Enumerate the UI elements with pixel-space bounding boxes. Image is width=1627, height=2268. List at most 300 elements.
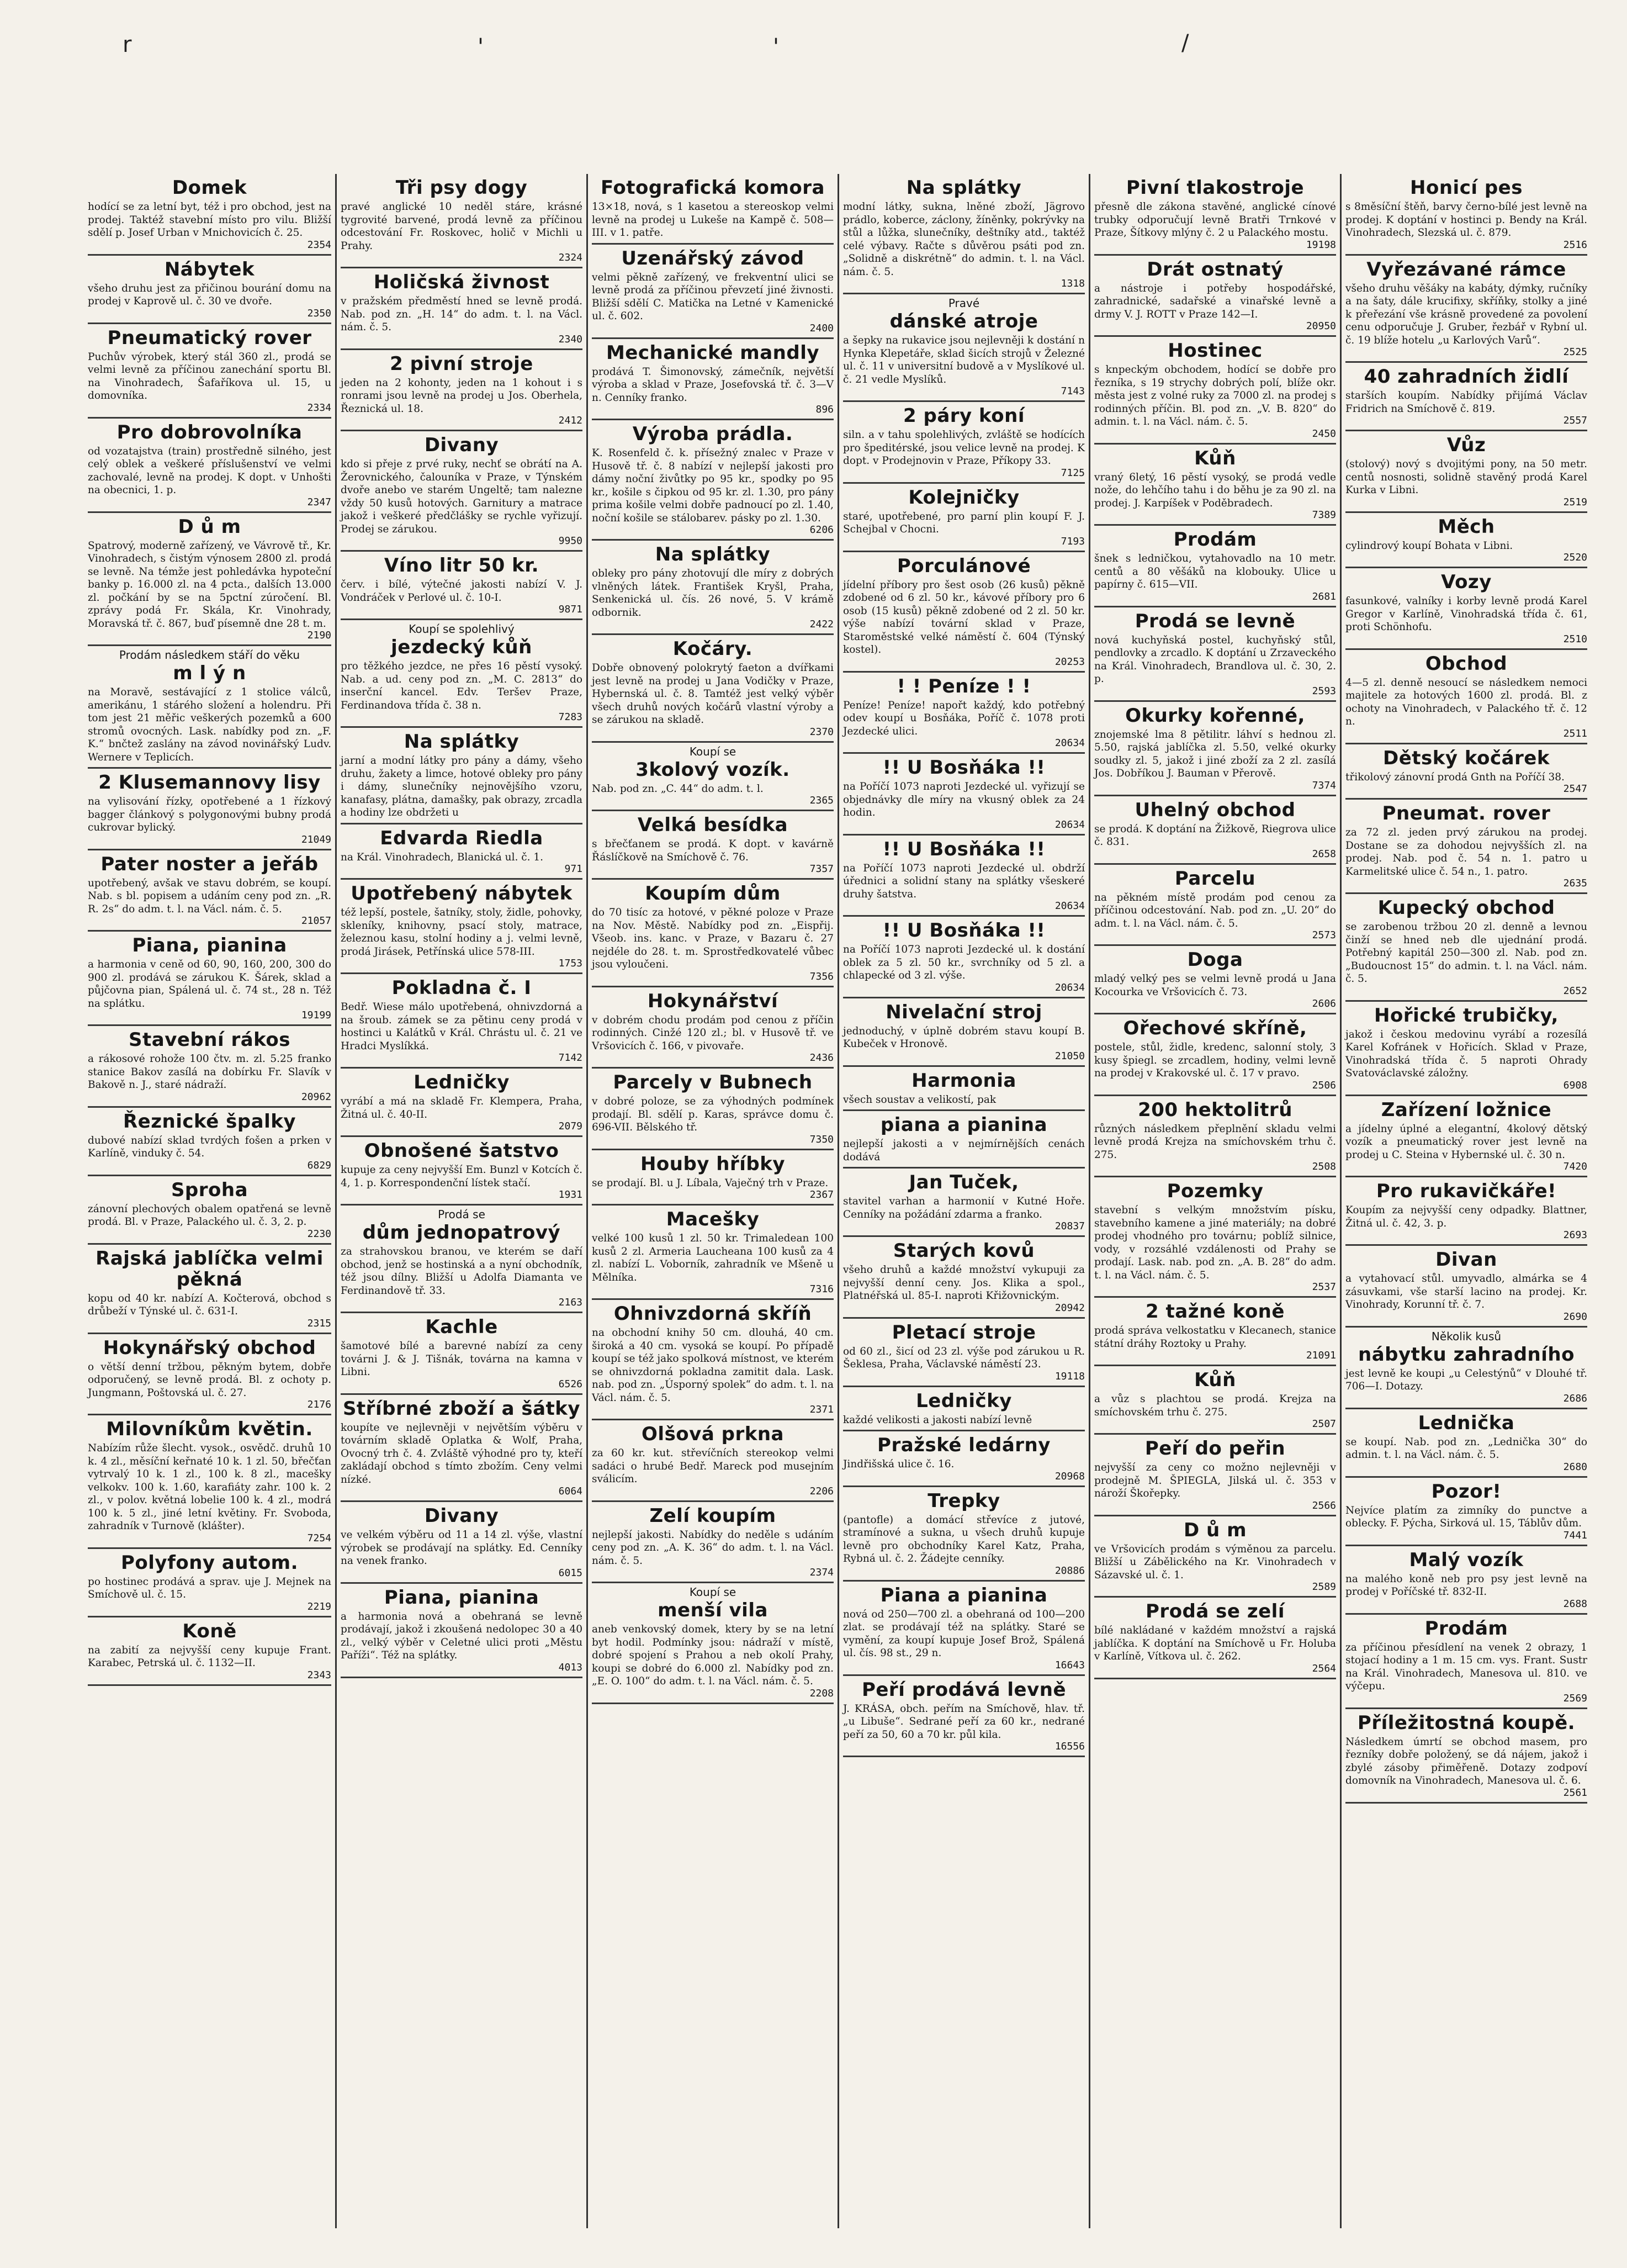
ad-number: 21091 bbox=[1306, 1350, 1336, 1361]
ad-headline: 40 zahradních židlí bbox=[1364, 366, 1569, 388]
ad-headline: Na splátky bbox=[404, 731, 520, 753]
classified-ad bbox=[341, 1313, 582, 1395]
ad-body: bílé nakládané v každém množství a rajská jablíčka. K doptání na Smíchově u Fr. Holuba v Karlíně, Vítkova ul. č. 262. bbox=[1094, 1625, 1336, 1662]
ad-body: upotřebený, avšak ve stavu dobrém, se koupí. Nab. s bl. popisem a udáním ceny pod zn. „R. R. 2s“ do adm. t. l. na Václ. nám. č. 5. bbox=[88, 877, 331, 915]
classified-ad bbox=[843, 917, 1085, 998]
ad-body: nová kuchyňská postel, kuchyňský stůl, pendlovky a zrcadlo. K doptání u Zrzaveckého na Král. Vinohradech, Brandlova ul. č. 30, 2. p. bbox=[1094, 634, 1336, 685]
ad-headline: Harmonia bbox=[911, 1069, 1016, 1092]
classified-ad bbox=[1345, 1409, 1587, 1478]
ad-body: se prodá. K doptání na Žižkově, Riegrova ulice č. 831. bbox=[1094, 823, 1336, 848]
classified-ad bbox=[341, 268, 582, 350]
ad-body: a vytahovací stůl. umyvadlo, almárka se 4 zásuvkami, vše starší lacino na prodej. Kr. Vinohrady, Korunní tř. č. 7. bbox=[1345, 1273, 1587, 1310]
ad-kicker: Několik kusů bbox=[1431, 1329, 1502, 1343]
ad-body: na Moravě, sestávající z 1 stolice válců, amerikánu, 1 stárého složení a holendru. Při tom jest 21 měřic veškerých pozemků a 600 stromů ovocných. Lask. nabídky pod zn. „F. K.“ bnčtež zaslány na závod novinářský Ludv. Wernere v Teplicích. bbox=[88, 686, 331, 763]
classified-ad bbox=[1094, 526, 1336, 607]
classified-ad bbox=[1094, 445, 1336, 526]
ad-number: 2652 bbox=[1563, 985, 1587, 997]
ad-headline: dánské atroje bbox=[889, 310, 1038, 332]
ad-body: na malého koně neb pro psy jest levně na prodej v Poříčské tř. 832-II. bbox=[1345, 1573, 1587, 1598]
ad-body: velmi pěkně zařízený, ve frekventní ulici se levně prodá za příčinou převzetí jiné živnosti. Bližší sdělí C. Matička na Letné v Kamenické ul. č. 602. bbox=[592, 271, 834, 322]
ad-headline: Tři psy dogy bbox=[395, 177, 528, 199]
ad-body: zánovní plechových obalem opatřená se levně prodá. Bl. v Praze, Palackého ul. č. 3, 2. p. bbox=[88, 1203, 331, 1228]
ad-number: 2658 bbox=[1312, 848, 1336, 860]
ad-body: Nejvíce platím za zimníky do punctve a oblecky. F. Pýcha, Sirková ul. 15, Táblův dům. bbox=[1345, 1504, 1587, 1529]
ad-body: a šepky na rukavice jsou nejlevněji k dostání n Hynka Klepetáře, sklad šicích strojů v Železné ul. č. 11 v universitní budově a v Myslíkové ul. č. 21 vedle Myslíků. bbox=[843, 335, 1085, 385]
ad-headline: Na splátky bbox=[655, 543, 771, 565]
ad-number: 19199 bbox=[301, 1009, 331, 1021]
classified-ad bbox=[341, 620, 582, 728]
classified-ad bbox=[341, 174, 582, 268]
ad-number: 1753 bbox=[558, 958, 582, 969]
ad-number: 9950 bbox=[558, 535, 582, 547]
ad-body: Koupím za nejvyšší ceny odpadky. Blattner, Žitná ul. č. 42, 3. p. bbox=[1345, 1204, 1587, 1229]
ad-headline: Na splátky bbox=[906, 177, 1022, 199]
ad-body: různých následkem přeplnění skladu velmi levně prodá Krejza na smíchovském trhu č. 275. bbox=[1094, 1123, 1336, 1161]
ad-number: 2343 bbox=[307, 1669, 331, 1681]
ad-headline: Peří do peřin bbox=[1144, 1437, 1286, 1460]
ad-body: koupíte ve nejlevněji v největším výběru v továrním skladě Oplatka & Wolf, Praha, Ovocný trh č. 4. Zvláště výhodné pro ty, kteří zakládají obchod s tímto zbožím. Ceny velmi nízké. bbox=[341, 1421, 582, 1485]
classified-ad bbox=[592, 1150, 834, 1206]
ad-body: na Král. Vinohradech, Blanická ul. č. 1. bbox=[341, 851, 544, 863]
ad-body: fasunkové, valníky i korby levně prodá Karel Gregor v Karlíně, Vinohradská třída č. 61, proti Schönhofu. bbox=[1345, 595, 1587, 633]
ad-headline: Divany bbox=[424, 434, 499, 456]
classified-ad bbox=[843, 1431, 1085, 1487]
ad-headline: Parcelu bbox=[1174, 867, 1256, 890]
ad-number: 2593 bbox=[1312, 685, 1336, 697]
ad-headline: Víno litr 50 kr. bbox=[384, 554, 539, 577]
ad-headline: Kůň bbox=[1194, 1369, 1236, 1391]
ad-number: 1931 bbox=[558, 1189, 582, 1201]
ad-headline: Dětský kočárek bbox=[1383, 747, 1550, 769]
ad-body: dubové nabízí sklad tvrdých fošen a prken v Karlíně, vinduky č. 54. bbox=[88, 1134, 331, 1159]
classified-ad bbox=[843, 673, 1085, 754]
ad-body: též lepší, postele, šatníky, stoly, židle, pohovky, skleníky, knihovny, psací stoly, matrace, železnou kasu, stolní hodiny a j. velmi levně, prodá Jirásek, Petřínská ulice 578-III. bbox=[341, 907, 582, 958]
ad-number: 2371 bbox=[809, 1404, 834, 1415]
classified-ad bbox=[341, 1069, 582, 1137]
classified-ad bbox=[1345, 800, 1587, 894]
ad-headline: Vyřezávané rámce bbox=[1366, 258, 1566, 281]
ad-headline: !! U Bosňáka !! bbox=[882, 919, 1046, 942]
ad-number: 2219 bbox=[307, 1600, 331, 1613]
ad-number: 2436 bbox=[809, 1052, 834, 1064]
ad-headline: jezdecký kůň bbox=[391, 636, 532, 658]
classified-ad bbox=[843, 1319, 1085, 1387]
ad-body: pravé anglické 10 neděl stáre, krásné tygrovité barvené, prodá levně za příčinou odcestování Fr. Roskovec, holič v Michli u Prahy. bbox=[341, 201, 582, 252]
ad-body: v pražském předměstí hned se levně prodá. Nab. pod zn. „H. 14“ do adm. t. l. na Václ. nám. č. 5. bbox=[341, 295, 582, 333]
ad-number: 20634 bbox=[1054, 981, 1085, 993]
classified-ad bbox=[1094, 1516, 1336, 1598]
ad-number: 2230 bbox=[307, 1228, 331, 1240]
classified-ad bbox=[843, 174, 1085, 294]
ad-body: s břečťanem se prodá. K dopt. v kavárně Řáslíčkově na Smíchově č. 76. bbox=[592, 838, 834, 863]
ad-body: modní látky, sukna, lněné zboží, Jägrovo prádlo, koberce, záclony, žíněnky, pokrývky na stůl a lůžka, slunečníky, deštníky atd., taktéž celé výbavy. Račte s důvěrou psáti pod zn. „Solidně a diskrétně“ do admin. t. l. na Václ. nám. č. 5. bbox=[843, 201, 1085, 278]
ad-number: 2079 bbox=[558, 1120, 582, 1132]
ad-headline: Měch bbox=[1438, 515, 1495, 538]
classified-ad bbox=[1094, 607, 1336, 702]
ad-headline: 2 tažné koně bbox=[1146, 1300, 1285, 1323]
ad-headline: Koupím dům bbox=[645, 882, 781, 905]
ad-number: 2163 bbox=[558, 1297, 582, 1308]
classifieds-section bbox=[84, 174, 1591, 2228]
classified-ad bbox=[592, 1069, 834, 1150]
ad-headline: Zelí koupím bbox=[649, 1504, 776, 1527]
classified-ad bbox=[1345, 568, 1587, 650]
ad-headline: Porculánové bbox=[897, 554, 1031, 577]
ad-body: všeho druhů a každé množství vykupuji za nejvyšší denní ceny. Jos. Klika a spol., Platnéřská ul. 85-I. naproti Křižovnickým. bbox=[843, 1264, 1085, 1302]
ad-body: jídelní příbory pro šest osob (26 kusů) pěkně zdobené od 6 zl. 50 kr., kávové příbory pro 6 osob (15 kusů) pěkně zdobené od 2 zl. 50 kr. výše nabízí tovární sklad v Praze, Staroměstské velké náměstí č. 604 (Týnský kostel). bbox=[843, 579, 1085, 655]
ad-number: 7254 bbox=[307, 1532, 331, 1544]
ad-body: (stolový) nový s dvojitými pony, na 50 metr. centů nosnosti, solidně stavěný prodá Karel Kurka v Libni. bbox=[1345, 458, 1587, 496]
ad-body: hodící se za letní byt, též i pro obchod, jest na prodej. Taktéž stavební místo pro vilu. Bližší sdělí p. Josef Urban v Mnichovicích č. 25. bbox=[88, 201, 331, 239]
ad-headline: Hořické trubičky, bbox=[1374, 1004, 1559, 1027]
classified-ad bbox=[843, 402, 1085, 484]
ad-number: 2206 bbox=[809, 1485, 834, 1497]
ad-headline: Obnošené šatstvo bbox=[364, 1140, 559, 1162]
classified-ad bbox=[88, 1108, 331, 1176]
ad-body: vraný 6letý, 16 pěstí vysoký, se prodá vedle nože, do lehčího tahu i do běhu je za 90 zl. na prodej. J. Karpíšek v Poděbradech. bbox=[1094, 471, 1336, 509]
ad-headline: Pneumat. rover bbox=[1382, 802, 1551, 824]
ad-kicker: Prodám následkem stáří do věku bbox=[119, 648, 300, 662]
ad-headline: Vozy bbox=[1441, 571, 1492, 593]
ad-number: 19118 bbox=[1054, 1370, 1085, 1382]
ad-body: cylindrový koupí Bohata v Libni. bbox=[1345, 540, 1513, 552]
ad-number: 2412 bbox=[558, 415, 582, 426]
ad-headline: Piana, pianina bbox=[132, 934, 287, 956]
classified-ad bbox=[592, 635, 834, 743]
ad-number: 4013 bbox=[558, 1661, 582, 1673]
ad-headline: Pivní tlakostroje bbox=[1126, 177, 1305, 199]
ad-headline: Milovníkům květin. bbox=[106, 1418, 313, 1440]
ad-number: 2508 bbox=[1312, 1161, 1336, 1172]
ad-number: 21050 bbox=[1054, 1050, 1085, 1062]
classified-ad bbox=[1345, 744, 1587, 800]
ad-number: 2516 bbox=[1563, 239, 1587, 251]
ad-body: nová od 250—700 zl. a obehraná od 100—200 zlat. se prodávají též na splátky. Staré se vymění, za koupí kupuje Josef Brož, Spálená ul. čís. 98 st., 29 n. bbox=[843, 1608, 1085, 1659]
classified-ad bbox=[592, 1300, 834, 1420]
ad-number: 2525 bbox=[1563, 346, 1587, 358]
ad-headline: Starých kovů bbox=[893, 1240, 1035, 1262]
ad-number: 20886 bbox=[1054, 1564, 1085, 1577]
ad-headline: Malý vozík bbox=[1409, 1548, 1524, 1571]
ad-number: 2374 bbox=[809, 1567, 834, 1578]
classified-ad bbox=[88, 174, 331, 256]
ad-body: Nab. pod zn. „C. 44“ do adm. t. l. bbox=[592, 783, 764, 795]
ad-body: přesně dle zákona stavěné, anglické cínové trubky odporučují levně Bratři Trnkové v Praze, Šítkovy mlýny č. 2 u Palackého mostu. bbox=[1094, 201, 1336, 239]
ad-body: šnek s ledničkou, vytahovadlo na 10 metr. centů a 80 věšáků na klobouky. Ulice u papírny č. 615—VII. bbox=[1094, 553, 1336, 590]
ad-body: se prodají. Bl. u J. Líbala, Vaječný trh v Praze. bbox=[592, 1177, 829, 1189]
ad-headline: Uhelný obchod bbox=[1135, 799, 1296, 821]
ad-kicker: Koupí se bbox=[689, 744, 736, 758]
classified-ad bbox=[88, 1415, 331, 1549]
classified-ad bbox=[843, 1237, 1085, 1319]
classified-ad bbox=[88, 932, 331, 1026]
ad-number: 2400 bbox=[809, 322, 834, 334]
classified-ad bbox=[1094, 1366, 1336, 1435]
ad-column-1 bbox=[84, 174, 335, 2228]
ad-headline: Pro rukavičkáře! bbox=[1376, 1180, 1557, 1202]
classified-ad bbox=[341, 974, 582, 1069]
ad-body: šamotové bílé a barevné nabízí za ceny továrni J. & J. Tišnák, továrna na kamna v Libni. bbox=[341, 1340, 582, 1378]
ad-number: 7316 bbox=[809, 1283, 834, 1295]
ad-headline: 200 hektolitrů bbox=[1138, 1098, 1292, 1121]
ad-body: na obchodní knihy 50 cm. dlouhá, 40 cm. široká a 40 cm. vysoká se koupí. Po případě koupí se též jako spolková místnost, ve kterém se ohnivzdorná pokladna zamitit dala. Lask. nab. pod zn. „Úsporný spolek“ do adm. t. l. na Václ. nám. č. 5. bbox=[592, 1327, 834, 1404]
ad-number: 2681 bbox=[1312, 590, 1336, 602]
ad-body: jednoduchý, v úplně dobrém stavu koupí B. Kubeček v Hronově. bbox=[843, 1025, 1085, 1050]
ad-number: 971 bbox=[564, 863, 582, 875]
classified-ad bbox=[1345, 1709, 1587, 1804]
ad-kicker: Prodá se bbox=[438, 1208, 485, 1221]
ad-number: 20968 bbox=[1054, 1470, 1085, 1482]
ad-number: 21049 bbox=[301, 833, 331, 845]
ad-headline: Piana a pianina bbox=[880, 1584, 1048, 1606]
ad-number: 2208 bbox=[809, 1687, 834, 1699]
page-mark: r bbox=[123, 32, 132, 57]
ad-number: 6015 bbox=[558, 1567, 582, 1579]
ad-number: 2365 bbox=[809, 795, 834, 806]
ad-headline: Velká besídka bbox=[637, 814, 788, 836]
ad-number: 20837 bbox=[1054, 1220, 1085, 1232]
classified-ad bbox=[1345, 894, 1587, 1002]
classified-ad bbox=[843, 1111, 1085, 1169]
ad-headline: Příležitostná koupě. bbox=[1357, 1711, 1576, 1734]
classified-ad bbox=[1345, 650, 1587, 744]
classified-ad bbox=[341, 1502, 582, 1584]
classified-ad bbox=[1345, 1002, 1587, 1096]
ad-number: 19198 bbox=[1306, 239, 1336, 251]
classified-ad bbox=[843, 484, 1085, 552]
ad-body: všeho druhu věšáky na kabáty, dýmky, ručníky a na šaty, dále krucifixy, skříňky, stolky a jiné k přeřezání vše krásně provedené za povolení cenu odporučuje J. Gruber, řezbář v Rybní ul. č. 19 blíže hotelu „u Karlových Varů“. bbox=[1345, 282, 1587, 346]
classified-ad bbox=[341, 1137, 582, 1206]
ad-body: se koupí. Nab. pod zn. „Lednička 30“ do admin. t. l. na Václ. nám. č. 5. bbox=[1345, 1436, 1587, 1461]
ad-body: stavební s velkým množstvím písku, stavebního kamene a jiné materiály; na dobré prodej vhodného pro továrnu; poblíž silnice, vody, v rozsáhlé vzdálenosti od Prahy se prodají. Lask. nab. pod zn. „A. B. 28“ do adm. t. l. na Václ. nám. č. 5. bbox=[1094, 1204, 1336, 1281]
ad-body: kupuje za ceny nejvyšší Em. Bunzl v Kotcích č. 4, 1. p. Korrespondenční lístek stačí. bbox=[341, 1164, 582, 1189]
classified-ad bbox=[88, 1617, 331, 1686]
ad-headline: Pneumatický rover bbox=[107, 326, 312, 349]
ad-body: kopu od 40 kr. nabízí A. Kočterová, obchod s drůbeží v Týnské ul. č. 631-I. bbox=[88, 1292, 331, 1317]
ad-headline: Pletací stroje bbox=[892, 1321, 1036, 1344]
ad-body: červ. i bílé, výtečné jakosti nabízí V. J. Vondráček v Perlové ul. č. 10-I. bbox=[341, 579, 582, 604]
ad-headline: Upotřebený nábytek bbox=[351, 882, 573, 905]
ad-body: jest levně ke koupi „u Celestýnů“ v Dlouhé tř. 706—I. Dotazy. bbox=[1345, 1367, 1587, 1392]
classified-ad bbox=[1094, 1435, 1336, 1516]
ad-headline: !! U Bosňáka !! bbox=[882, 757, 1046, 779]
ad-body: Bedř. Wiese málo upotřebená, ohnivzdorná a na šroub. zámek se za pětinu ceny prodá v hostinci u Kalátků v Král. Chrástu ul. č. 21 ve Hradci Myslíkká. bbox=[341, 1001, 582, 1052]
ad-headline: Drát ostnatý bbox=[1147, 258, 1284, 281]
ad-body: za 72 zl. jeden prvý zárukou na prodej. Dostane se za dohodou nejvyšších zl. na prodej. Nab. pod č. 54 n. 1. patro u Karmelitské ulice č. 54 n., 1. patro. bbox=[1345, 827, 1587, 877]
ad-number: 896 bbox=[815, 404, 834, 415]
ad-column-3 bbox=[586, 174, 838, 2228]
ad-number: 16643 bbox=[1054, 1659, 1085, 1671]
ad-number: 7356 bbox=[809, 970, 834, 982]
classified-ad bbox=[88, 1549, 331, 1617]
classified-ad bbox=[592, 880, 834, 987]
classified-ad bbox=[592, 245, 834, 339]
classified-ad bbox=[1345, 1546, 1587, 1615]
classified-ad bbox=[88, 1026, 331, 1108]
classified-ad bbox=[1094, 1298, 1336, 1366]
ad-column-4 bbox=[838, 174, 1089, 2228]
ad-number: 6526 bbox=[558, 1378, 582, 1390]
ad-kicker: Koupí se bbox=[689, 1585, 736, 1599]
classified-ad bbox=[341, 1395, 582, 1503]
ad-headline: Prodám bbox=[1424, 1617, 1508, 1640]
ad-headline: Vůz bbox=[1446, 434, 1486, 456]
ad-headline: Ledničky bbox=[414, 1071, 510, 1093]
ad-headline: D ů m bbox=[178, 515, 241, 538]
ad-number: 2686 bbox=[1563, 1392, 1587, 1404]
ad-column-5 bbox=[1089, 174, 1340, 2228]
ad-body: Následkem úmrtí se obchod masem, pro řezníky dobře položený, se dá nájem, jakož i zbylé zásoby přiměřeně. Dotazy zodpoví domovník na Vinohradech, Manesova ul. č. 6. bbox=[1345, 1736, 1587, 1786]
ad-body: nejvyšší za ceny co možno nejlevněji v prodejně M. ŠPIEGLA, Jilská ul. č. 353 v nároží Škořepky. bbox=[1094, 1462, 1336, 1499]
classified-ad bbox=[88, 1245, 331, 1334]
classified-ad bbox=[88, 324, 331, 419]
ad-headline: Uzenářský závod bbox=[621, 247, 804, 269]
ad-number: 7142 bbox=[558, 1052, 582, 1064]
ad-number: 21057 bbox=[301, 915, 331, 927]
ad-number: 2367 bbox=[809, 1189, 834, 1201]
classified-ad bbox=[592, 1420, 834, 1502]
ad-headline: Peří prodává levně bbox=[861, 1678, 1067, 1701]
classified-ad bbox=[843, 1169, 1085, 1237]
classified-ad bbox=[88, 850, 331, 932]
ad-number: 7389 bbox=[1312, 509, 1336, 521]
ad-headline: 2 pivní stroje bbox=[390, 352, 533, 375]
classified-ad bbox=[843, 1067, 1085, 1112]
ad-headline: Pro dobrovolníka bbox=[116, 421, 303, 443]
classified-ad bbox=[843, 1487, 1085, 1582]
ad-number: 2589 bbox=[1312, 1581, 1336, 1593]
ad-number: 2693 bbox=[1563, 1229, 1587, 1241]
classified-ad bbox=[592, 1502, 834, 1584]
ad-body: pro těžkého jezdce, ne přes 16 pěstí vysoký. Nab. a ud. ceny pod zn. „M. C. 2813“ do inserční kancel. Edv. Teršev Praze, Ferdinandova třída č. 38 n. bbox=[341, 660, 582, 711]
ad-headline: Trepky bbox=[928, 1489, 1000, 1512]
ad-number: 20634 bbox=[1054, 900, 1085, 912]
ad-body: starších koupím. Nabídky přijímá Václav Fridrich na Smíchově č. 819. bbox=[1345, 390, 1587, 415]
ad-headline: Pozemky bbox=[1167, 1180, 1264, 1202]
classified-ad bbox=[592, 541, 834, 635]
ad-headline: Prodá se zelí bbox=[1146, 1600, 1285, 1622]
ad-headline: piana a pianina bbox=[880, 1114, 1048, 1136]
ad-body: a jídelny úplné a elegantní, 4kolový dětský vozík a pneumatický rover jest levně na prodej u C. Steina v Hybernské ul. č. 30 n. bbox=[1345, 1123, 1587, 1161]
ad-headline: Nivelační stroj bbox=[886, 1001, 1042, 1023]
ad-number: 2564 bbox=[1312, 1662, 1336, 1674]
ad-number: 7441 bbox=[1563, 1529, 1587, 1541]
classified-ad bbox=[1094, 337, 1336, 445]
ad-headline: Macešky bbox=[666, 1208, 760, 1230]
ad-kicker: Pravé bbox=[948, 297, 980, 310]
ad-number: 2340 bbox=[558, 333, 582, 345]
classified-ad bbox=[1094, 796, 1336, 865]
ad-headline: Fotografická komora bbox=[601, 177, 825, 199]
ad-number: 20253 bbox=[1054, 655, 1085, 668]
ad-body: stavitel varhan a harmonií v Kutné Hoře. Cenníky na požádání zdarma a franko. bbox=[843, 1196, 1085, 1220]
classified-ad bbox=[88, 646, 331, 769]
ad-kicker: Koupí se spolehlivý bbox=[409, 622, 515, 636]
ad-body: v dobré poloze, se za výhodných podmínek prodají. Bl. sdělí p. Karas, správce domu č. 696-VII. Bělského tř. bbox=[592, 1096, 834, 1133]
ad-headline: Divan bbox=[1435, 1249, 1497, 1271]
ad-body: od 60 zl., šicí od 23 zl. výše pod zárukou u R. Šeklesa, Praha, Václavské náměstí 23. bbox=[843, 1345, 1085, 1370]
ad-body: prodává T. Šimonovský, zámečník, největší výroba a sklad v Praze, Josefovská tř. č. 3—V n. Cenníky franko. bbox=[592, 366, 834, 404]
ad-body: obleky pro pány zhotovují dle míry z dobrých vlněných látek. František Kryšl, Praha, Senkenická ul. čís. 26 nové, 5. V krámě odbornik. bbox=[592, 568, 834, 618]
ad-headline: dům jednopatrový bbox=[362, 1222, 561, 1244]
ad-number: 7283 bbox=[558, 711, 582, 723]
ad-headline: ! ! Peníze ! ! bbox=[897, 675, 1031, 697]
ad-body: a harmonia nová a obehraná se levně prodávají, jakož i zkoušená nedolopec 30 a 40 zl., velký výběr v Celetné ulici proti „Městu Paříži“. Též na splátky. bbox=[341, 1610, 582, 1661]
ad-number: 20634 bbox=[1054, 818, 1085, 831]
ad-number: 7374 bbox=[1312, 779, 1336, 791]
ad-headline: m l ý n bbox=[173, 662, 246, 684]
classified-ad bbox=[1094, 1014, 1336, 1096]
ad-body: aneb venkovský domek, ktery by se na letní byt hodil. Podmínky jsou: nádraží v místě, dobré spojení s Prahou a neb okolí Prahy, koupi se dobré do 6.000 zl. Nabídky pod zn. „E. O. 100“ do adm. t. l. na Václ. nám. č. 5. bbox=[592, 1624, 834, 1687]
ad-number: 2450 bbox=[1312, 427, 1336, 440]
classified-ad bbox=[1094, 256, 1336, 337]
classified-ad bbox=[592, 174, 834, 245]
classified-ad bbox=[1345, 1246, 1587, 1328]
classified-ad bbox=[341, 824, 582, 880]
ad-body: na pěkném místě prodám pod cenou za příčinou odcestování. Nab. pod zn. „U. 20“ do adm. t. l. na Václ. nám. č. 5. bbox=[1094, 891, 1336, 929]
ad-body: po hostinec prodává a sprav. uje J. Mejnek na Smíchově ul. č. 15. bbox=[88, 1576, 331, 1600]
ad-body: mladý velký pes se velmi levně prodá u Jana Kocourka ve Vršovicích č. 73. bbox=[1094, 973, 1336, 998]
ad-headline: nábytku zahradního bbox=[1358, 1343, 1575, 1366]
ad-body: a nástroje i potřeby hospodářské, zahradnické, sadařské a vinařské levně a drmy V. J. ROTT v Praze 142—I. bbox=[1094, 282, 1336, 320]
ad-headline: Olšová prkna bbox=[642, 1423, 784, 1445]
ad-body: Puchův výrobek, který stál 360 zl., prodá se velmi levně za příčinou zanechání sportu Bl. na Vinohradech, Šafaříkova ul. 15, u domovníka. bbox=[88, 351, 331, 401]
ad-number: 7143 bbox=[1061, 385, 1085, 397]
classified-ad bbox=[341, 1206, 582, 1313]
ad-body: všech soustav a velikostí, pak bbox=[843, 1093, 997, 1106]
classified-ad bbox=[1345, 513, 1587, 569]
ad-number: 2350 bbox=[307, 307, 331, 319]
ad-headline: Parcely v Bubnech bbox=[613, 1071, 813, 1093]
ad-number: 2176 bbox=[307, 1399, 331, 1410]
ad-body: do 70 tisíc za hotové, v pěkné poloze v Praze na Nov. Městě. Nabídky pod zn. „Eispřij. Všeob. ins. kanc. v Praze, v Bazaru č. 27 nejdéle do 28. t. m. Sprostředkovatelé vůbec jsou vyloučeni. bbox=[592, 907, 834, 970]
ad-body: K. Rosenfeld č. k. přísežný znalec v Praze v Husově tř. č. 8 nabízí v nejlepší jakosti pro dámy noční živůtky po 95 kr., spodky po 95 kr., košile s čipkou od 95 kr. zl. 1.30, pro pány prima košile velmi dobře padnoucí po zl. 1.40, noční košile se stálobarev. pásky po zl. 1.30. bbox=[592, 447, 834, 524]
classified-ad bbox=[592, 420, 834, 541]
classified-ad bbox=[88, 419, 331, 513]
classified-ad bbox=[341, 350, 582, 432]
ad-number: 2334 bbox=[307, 401, 331, 414]
classified-ad bbox=[843, 836, 1085, 917]
ad-number: 6206 bbox=[809, 524, 834, 536]
classified-ad bbox=[592, 743, 834, 812]
ad-headline: Ohnivzdorná skříň bbox=[613, 1303, 812, 1325]
classified-ad bbox=[1094, 946, 1336, 1014]
ad-headline: Prodá se levně bbox=[1135, 610, 1296, 632]
ad-body: postele, stůl, židle, kredenc, salonní stoly, 3 kusy špiegl. se zrcadlem, hodiny, velmi levně na prodej v Krakovské ul. č. 17 v pravo. bbox=[1094, 1042, 1336, 1079]
ad-headline: Pokladna č. I bbox=[391, 977, 532, 999]
ad-headline: 2 Klusemannovy lisy bbox=[98, 771, 321, 794]
ad-headline: Kočáry. bbox=[672, 638, 753, 660]
ad-body: znojemské lma 8 pětilitr. láhví s hednou zl. 5.50, rajská jablíčka zl. 5.50, velké okurky soudky zl. 5, jakož i jiné zboží za 2 zl. zasílá Jos. Dobříkou J. Bauman v Přerově. bbox=[1094, 728, 1336, 779]
ad-body: s knpeckým obchodem, hodící se dobře pro řezníka, s 19 strychy dobrých polí, blíže okr. města jest z volné ruky za 7000 zl. na prodej s rodinných příčin. Bl. pod zn. „V. B. 820“ do admin. t. l. na Václ. nám. č. 5. bbox=[1094, 364, 1336, 427]
classified-ad bbox=[592, 339, 834, 421]
ad-number: 2506 bbox=[1312, 1079, 1336, 1091]
ad-body: staré, upotřebené, pro parní plin koupí F. J. Schejbal v Chocni. bbox=[843, 510, 1085, 535]
ad-headline: Kolejničky bbox=[908, 486, 1020, 509]
ad-headline: Honicí pes bbox=[1410, 177, 1523, 199]
classified-ad bbox=[1345, 174, 1587, 256]
ad-number: 2520 bbox=[1563, 552, 1587, 563]
ad-headline: Pater noster a jeřáb bbox=[100, 853, 319, 875]
ad-body: Nabízím růže šlecht. vysok., osvědč. druhů 10 k. 4 zl., měsíční keřnaté 10 k. 1 zl. 50, břečťan vytrvalý 10 k. 1 zl., 100 k. 8 zl., maceškу velkokv. 100 k. 1.60, karafiáty zahr. 100 k. 2 zl., v polov. květná lobelie 100 k. 4 zl., modrá 100 k. 5 zl., jiné letní květiny. Fr. Svoboda, zahradník v Turnově (klášter). bbox=[88, 1442, 331, 1532]
ad-headline: Hokynářský obchod bbox=[103, 1336, 316, 1359]
classified-ad bbox=[1345, 1328, 1587, 1409]
ad-headline: Koně bbox=[182, 1620, 237, 1642]
ad-body: nejlepší jakosti. Nabídky do neděle s udáním ceny pod zn. „A. K. 36“ do adm. t. l. na Václ. nám. č. 5. bbox=[592, 1529, 834, 1567]
ad-headline: Řeznické špalky bbox=[123, 1110, 296, 1133]
ad-headline: Obchod bbox=[1425, 652, 1508, 675]
ad-body: od vozatajstva (train) prostředně silného, jest celý oblek a veškeré příslušenství ve velmi zachovalé, levně na prodej. K dopt. v Unhošti na obecnici, 1. p. bbox=[88, 445, 331, 496]
